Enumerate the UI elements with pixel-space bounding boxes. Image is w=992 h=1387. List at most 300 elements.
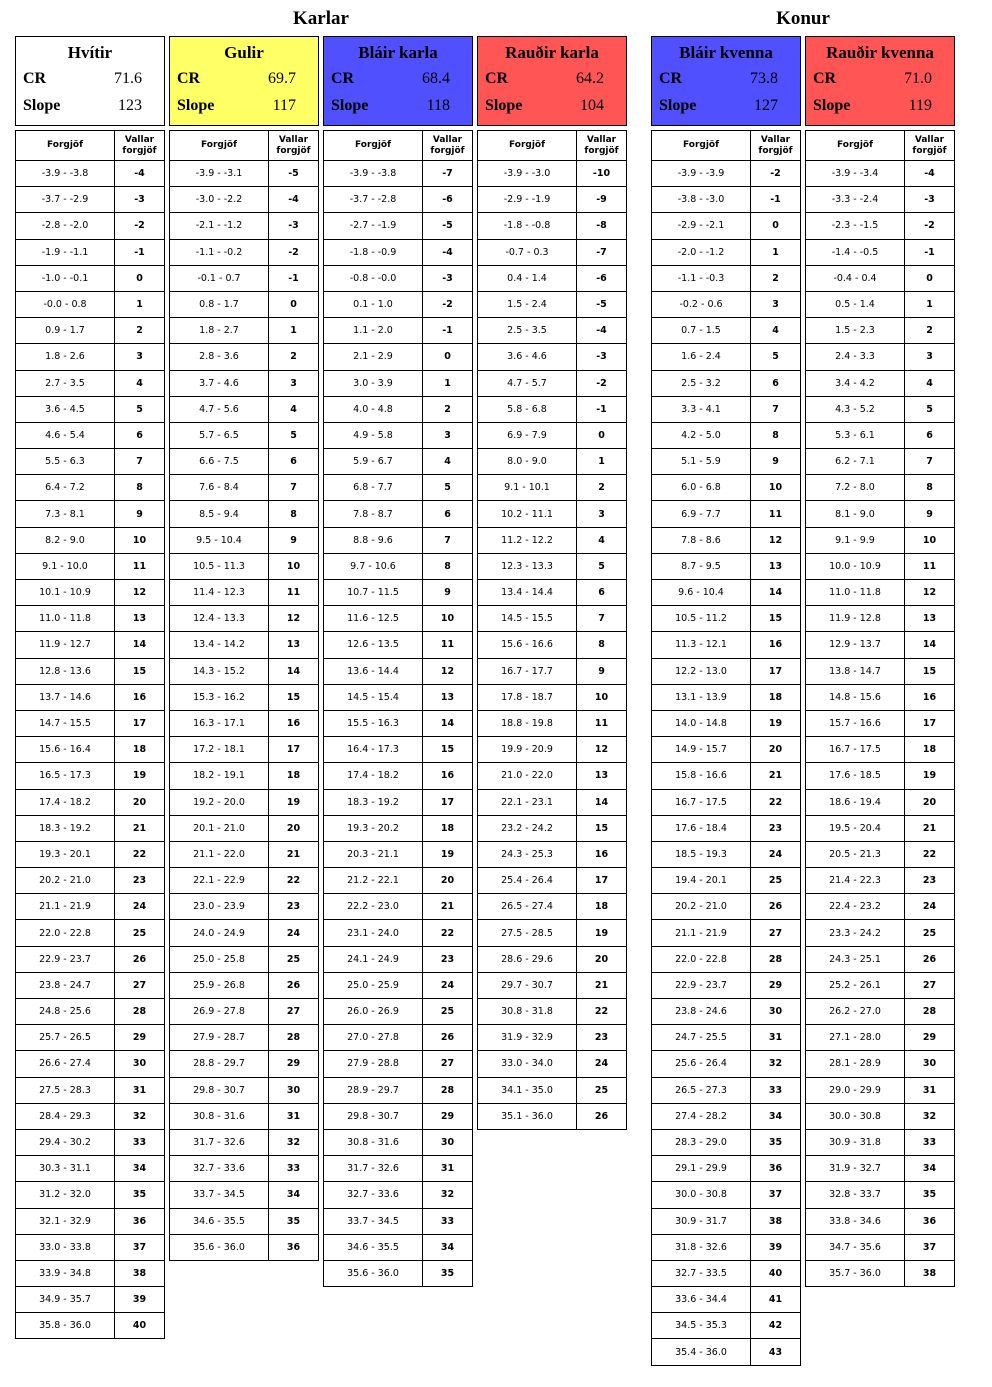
handicap-range: 30.0 - 30.8 xyxy=(806,1103,905,1129)
handicap-range: 26.9 - 27.8 xyxy=(170,999,269,1025)
table-row xyxy=(170,422,319,448)
course-handicap: 20 xyxy=(115,789,165,815)
course-handicap: 24 xyxy=(423,972,473,998)
table-row xyxy=(806,396,955,422)
table-row xyxy=(324,684,473,710)
handicap-range: 17.4 - 18.2 xyxy=(324,763,423,789)
handicap-range: 24.1 - 24.9 xyxy=(324,946,423,972)
handicap-range: 10.1 - 10.9 xyxy=(16,580,115,606)
table-row xyxy=(170,632,319,658)
course-handicap: -6 xyxy=(577,265,627,291)
table-row xyxy=(170,710,319,736)
course-handicap: 19 xyxy=(751,710,801,736)
course-handicap: 43 xyxy=(751,1339,801,1365)
handicap-range: 33.6 - 34.4 xyxy=(652,1287,751,1313)
cr-label: CR xyxy=(177,69,201,87)
course-handicap: 20 xyxy=(905,789,955,815)
course-handicap: -5 xyxy=(269,161,319,187)
handicap-range: 11.9 - 12.8 xyxy=(806,606,905,632)
table-row xyxy=(478,789,627,815)
table-row xyxy=(478,946,627,972)
course-handicap: 20 xyxy=(577,946,627,972)
handicap-range: 3.4 - 4.2 xyxy=(806,370,905,396)
course-handicap: 2 xyxy=(115,318,165,344)
handicap-range: -1.8 - -0.9 xyxy=(324,239,423,265)
course-handicap: -2 xyxy=(577,370,627,396)
handicap-range: 14.7 - 15.5 xyxy=(16,710,115,736)
course-handicap: 40 xyxy=(751,1260,801,1286)
course-handicap: 33 xyxy=(423,1208,473,1234)
course-handicap: 18 xyxy=(905,737,955,763)
course-handicap: 6 xyxy=(751,370,801,396)
table-row xyxy=(324,710,473,736)
handicap-range: 27.5 - 28.3 xyxy=(16,1077,115,1103)
cr-row xyxy=(478,65,626,92)
course-handicap: -3 xyxy=(423,265,473,291)
handicap-range: -3.9 - -3.1 xyxy=(170,161,269,187)
table-row xyxy=(478,161,627,187)
handicap-range: 25.9 - 26.8 xyxy=(170,972,269,998)
course-handicap: 26 xyxy=(269,972,319,998)
table-row xyxy=(652,606,801,632)
slope-value: 119 xyxy=(908,96,932,114)
table-row xyxy=(170,894,319,920)
table-row xyxy=(16,606,165,632)
handicap-table xyxy=(169,130,319,1261)
handicap-range: -0.8 - -0.0 xyxy=(324,265,423,291)
table-row xyxy=(652,946,801,972)
handicap-range: 4.2 - 5.0 xyxy=(652,422,751,448)
slope-value: 104 xyxy=(580,96,604,114)
course-handicap: 0 xyxy=(269,291,319,317)
handicap-range: -1.1 - -0.3 xyxy=(652,265,751,291)
handicap-range: 21.4 - 22.3 xyxy=(806,868,905,894)
handicap-range: 34.7 - 35.6 xyxy=(806,1234,905,1260)
handicap-range: -2.9 - -2.1 xyxy=(652,213,751,239)
course-handicap: -1 xyxy=(577,396,627,422)
tee-column-blair-karla xyxy=(323,36,473,1287)
handicap-range: -3.8 - -3.0 xyxy=(652,187,751,213)
table-row xyxy=(478,972,627,998)
course-handicap: 41 xyxy=(751,1287,801,1313)
table-row xyxy=(652,763,801,789)
table-row xyxy=(806,1103,955,1129)
handicap-range: 35.6 - 36.0 xyxy=(170,1234,269,1260)
handicap-range: 21.1 - 22.0 xyxy=(170,841,269,867)
table-row xyxy=(16,763,165,789)
slope-label: Slope xyxy=(177,96,215,114)
table-row xyxy=(170,789,319,815)
course-handicap: 32 xyxy=(905,1103,955,1129)
table-row xyxy=(16,501,165,527)
table-row xyxy=(652,396,801,422)
handicap-range: -2.1 - -1.2 xyxy=(170,213,269,239)
table-row xyxy=(478,265,627,291)
handicap-range: 14.0 - 14.8 xyxy=(652,710,751,736)
handicap-range: 33.7 - 34.5 xyxy=(170,1182,269,1208)
table-row xyxy=(324,370,473,396)
course-handicap: 13 xyxy=(269,632,319,658)
course-handicap: 1 xyxy=(115,291,165,317)
course-handicap: 18 xyxy=(115,737,165,763)
course-handicap: 8 xyxy=(115,475,165,501)
handicap-range: 12.2 - 13.0 xyxy=(652,658,751,684)
table-row xyxy=(806,1234,955,1260)
handicap-range: 1.5 - 2.4 xyxy=(478,291,577,317)
handicap-range: 25.0 - 25.8 xyxy=(170,946,269,972)
table-row xyxy=(324,213,473,239)
cr-row xyxy=(324,65,472,92)
table-row xyxy=(170,1208,319,1234)
course-handicap: 12 xyxy=(423,658,473,684)
handicap-range: 19.2 - 20.0 xyxy=(170,789,269,815)
handicap-range: 5.5 - 6.3 xyxy=(16,449,115,475)
handicap-range: 10.5 - 11.3 xyxy=(170,553,269,579)
handicap-range: 29.7 - 30.7 xyxy=(478,972,577,998)
handicap-range: 34.9 - 35.7 xyxy=(16,1287,115,1313)
table-row xyxy=(806,684,955,710)
table-row xyxy=(170,1077,319,1103)
handicap-range: 29.8 - 30.7 xyxy=(324,1103,423,1129)
handicap-range: 4.7 - 5.6 xyxy=(170,396,269,422)
course-handicap: 29 xyxy=(905,1025,955,1051)
handicap-range: 2.5 - 3.2 xyxy=(652,370,751,396)
table-row xyxy=(652,1051,801,1077)
tee-name: Gulir xyxy=(224,43,264,62)
handicap-range: 18.5 - 19.3 xyxy=(652,841,751,867)
table-row xyxy=(806,318,955,344)
course-handicap: 29 xyxy=(269,1051,319,1077)
tee-header xyxy=(169,36,319,126)
course-handicap: 8 xyxy=(751,422,801,448)
handicap-range: 35.4 - 36.0 xyxy=(652,1339,751,1365)
table-row xyxy=(324,318,473,344)
slope-label: Slope xyxy=(331,96,369,114)
handicap-range: 24.3 - 25.3 xyxy=(478,841,577,867)
handicap-range: -3.9 - -3.8 xyxy=(324,161,423,187)
table-row xyxy=(324,789,473,815)
course-handicap: 31 xyxy=(115,1077,165,1103)
handicap-range: 3.3 - 4.1 xyxy=(652,396,751,422)
handicap-range: 23.1 - 24.0 xyxy=(324,920,423,946)
course-handicap: 12 xyxy=(751,527,801,553)
handicap-range: -2.0 - -1.2 xyxy=(652,239,751,265)
course-handicap: 26 xyxy=(115,946,165,972)
handicap-range: 18.8 - 19.8 xyxy=(478,710,577,736)
course-handicap: 28 xyxy=(751,946,801,972)
handicap-range: 2.5 - 3.5 xyxy=(478,318,577,344)
table-row xyxy=(806,1129,955,1155)
handicap-range: 7.2 - 8.0 xyxy=(806,475,905,501)
handicap-range: 1.8 - 2.6 xyxy=(16,344,115,370)
course-handicap: 5 xyxy=(751,344,801,370)
handicap-range: -0.7 - 0.3 xyxy=(478,239,577,265)
handicap-range: 0.8 - 1.7 xyxy=(170,291,269,317)
course-handicap: 19 xyxy=(577,920,627,946)
table-row xyxy=(16,1313,165,1339)
table-row xyxy=(324,422,473,448)
handicap-range: 35.6 - 36.0 xyxy=(324,1260,423,1286)
handicap-range: 34.1 - 35.0 xyxy=(478,1077,577,1103)
handicap-table xyxy=(477,130,627,1130)
header-handicap: Forgjöf xyxy=(806,131,905,161)
course-handicap: 16 xyxy=(115,684,165,710)
handicap-range: 1.8 - 2.7 xyxy=(170,318,269,344)
handicap-range: 16.3 - 17.1 xyxy=(170,710,269,736)
course-handicap: 36 xyxy=(905,1208,955,1234)
table-row xyxy=(478,501,627,527)
course-handicap: 11 xyxy=(115,553,165,579)
table-row xyxy=(478,632,627,658)
table-row xyxy=(652,920,801,946)
table-row xyxy=(652,344,801,370)
handicap-range: 20.5 - 21.3 xyxy=(806,841,905,867)
table-row xyxy=(324,946,473,972)
handicap-range: 20.3 - 21.1 xyxy=(324,841,423,867)
course-handicap: -1 xyxy=(751,187,801,213)
handicap-range: 12.9 - 13.7 xyxy=(806,632,905,658)
handicap-range: 7.8 - 8.6 xyxy=(652,527,751,553)
course-handicap: 10 xyxy=(577,684,627,710)
table-row xyxy=(324,658,473,684)
handicap-range: 2.8 - 3.6 xyxy=(170,344,269,370)
course-handicap: 1 xyxy=(577,449,627,475)
handicap-range: 30.8 - 31.6 xyxy=(170,1103,269,1129)
handicap-table xyxy=(805,130,955,1287)
cr-value: 73.8 xyxy=(750,69,778,87)
handicap-range: 10.5 - 11.2 xyxy=(652,606,751,632)
course-handicap: 35 xyxy=(905,1182,955,1208)
course-handicap: -5 xyxy=(423,213,473,239)
course-handicap: 22 xyxy=(115,841,165,867)
table-row xyxy=(170,344,319,370)
course-handicap: 22 xyxy=(423,920,473,946)
course-handicap: 3 xyxy=(577,501,627,527)
slope-value: 117 xyxy=(272,96,296,114)
table-row xyxy=(16,841,165,867)
course-handicap: 15 xyxy=(269,684,319,710)
course-handicap: 23 xyxy=(905,868,955,894)
handicap-range: -3.9 - -3.8 xyxy=(16,161,115,187)
course-handicap: 17 xyxy=(905,710,955,736)
table-row xyxy=(652,501,801,527)
table-row xyxy=(170,606,319,632)
course-handicap: 33 xyxy=(269,1156,319,1182)
table-row xyxy=(652,815,801,841)
tee-name: Bláir karla xyxy=(358,43,438,62)
course-handicap: 37 xyxy=(751,1182,801,1208)
course-handicap: 1 xyxy=(905,291,955,317)
course-handicap: 0 xyxy=(423,344,473,370)
course-handicap: -1 xyxy=(269,265,319,291)
course-handicap: 31 xyxy=(905,1077,955,1103)
course-handicap: 25 xyxy=(905,920,955,946)
course-handicap: 25 xyxy=(577,1077,627,1103)
table-row xyxy=(652,710,801,736)
course-handicap: 14 xyxy=(905,632,955,658)
course-handicap: 26 xyxy=(751,894,801,920)
course-handicap: 21 xyxy=(269,841,319,867)
table-row xyxy=(478,894,627,920)
handicap-range: 8.7 - 9.5 xyxy=(652,553,751,579)
course-handicap: 8 xyxy=(577,632,627,658)
handicap-range: 18.3 - 19.2 xyxy=(324,789,423,815)
handicap-range: 35.1 - 36.0 xyxy=(478,1103,577,1129)
course-handicap: 14 xyxy=(577,789,627,815)
course-handicap: 35 xyxy=(115,1182,165,1208)
table-row xyxy=(16,1287,165,1313)
handicap-range: 15.6 - 16.6 xyxy=(478,632,577,658)
handicap-range: 24.8 - 25.6 xyxy=(16,999,115,1025)
table-row xyxy=(170,475,319,501)
course-handicap: 21 xyxy=(905,815,955,841)
course-handicap: -8 xyxy=(577,213,627,239)
table-row xyxy=(170,370,319,396)
table-row xyxy=(324,265,473,291)
table-row xyxy=(478,920,627,946)
course-handicap: 0 xyxy=(577,422,627,448)
handicap-range: 5.7 - 6.5 xyxy=(170,422,269,448)
table-row xyxy=(652,161,801,187)
handicap-range: 23.0 - 23.9 xyxy=(170,894,269,920)
course-handicap: 16 xyxy=(423,763,473,789)
handicap-range: 28.3 - 29.0 xyxy=(652,1129,751,1155)
course-handicap: 10 xyxy=(269,553,319,579)
handicap-range: 27.0 - 27.8 xyxy=(324,1025,423,1051)
table-row xyxy=(652,580,801,606)
course-handicap: 17 xyxy=(577,868,627,894)
table-row xyxy=(170,1156,319,1182)
handicap-range: 22.9 - 23.7 xyxy=(652,972,751,998)
handicap-range: 27.4 - 28.2 xyxy=(652,1103,751,1129)
handicap-range: 4.7 - 5.7 xyxy=(478,370,577,396)
handicap-range: 31.9 - 32.7 xyxy=(806,1156,905,1182)
table-row xyxy=(170,1129,319,1155)
handicap-range: 13.7 - 14.6 xyxy=(16,684,115,710)
course-handicap: 8 xyxy=(423,553,473,579)
table-row xyxy=(806,972,955,998)
course-handicap: -7 xyxy=(423,161,473,187)
course-handicap: 18 xyxy=(423,815,473,841)
handicap-range: 15.7 - 16.6 xyxy=(806,710,905,736)
table-row xyxy=(652,291,801,317)
table-row xyxy=(16,815,165,841)
handicap-range: 34.6 - 35.5 xyxy=(324,1234,423,1260)
handicap-range: 7.3 - 8.1 xyxy=(16,501,115,527)
handicap-range: 13.6 - 14.4 xyxy=(324,658,423,684)
course-handicap: 34 xyxy=(423,1234,473,1260)
handicap-range: 27.1 - 28.0 xyxy=(806,1025,905,1051)
handicap-range: 17.6 - 18.5 xyxy=(806,763,905,789)
handicap-range: 15.8 - 16.6 xyxy=(652,763,751,789)
handicap-range: 2.7 - 3.5 xyxy=(16,370,115,396)
course-handicap: 29 xyxy=(115,1025,165,1051)
handicap-range: 30.3 - 31.1 xyxy=(16,1156,115,1182)
course-handicap: 31 xyxy=(751,1025,801,1051)
table-row xyxy=(16,1156,165,1182)
table-row xyxy=(652,1103,801,1129)
table-row xyxy=(16,1260,165,1286)
handicap-range: 5.1 - 5.9 xyxy=(652,449,751,475)
cr-value: 69.7 xyxy=(268,69,296,87)
table-row xyxy=(478,1051,627,1077)
course-handicap: 24 xyxy=(751,841,801,867)
handicap-range: 13.4 - 14.4 xyxy=(478,580,577,606)
slope-row xyxy=(170,92,318,119)
cr-label: CR xyxy=(813,69,837,87)
handicap-range: -0.0 - 0.8 xyxy=(16,291,115,317)
table-row xyxy=(806,632,955,658)
handicap-range: -3.3 - -2.4 xyxy=(806,187,905,213)
handicap-range: 13.8 - 14.7 xyxy=(806,658,905,684)
tee-column-gulir xyxy=(169,36,319,1261)
course-handicap: 18 xyxy=(751,684,801,710)
table-row xyxy=(324,344,473,370)
table-row xyxy=(478,291,627,317)
course-handicap: 30 xyxy=(423,1129,473,1155)
handicap-range: 21.0 - 22.0 xyxy=(478,763,577,789)
handicap-range: 32.7 - 33.6 xyxy=(324,1182,423,1208)
table-row xyxy=(652,187,801,213)
course-handicap: 20 xyxy=(751,737,801,763)
table-row xyxy=(478,710,627,736)
handicap-range: 2.4 - 3.3 xyxy=(806,344,905,370)
handicap-range: 32.1 - 32.9 xyxy=(16,1208,115,1234)
course-handicap: 5 xyxy=(115,396,165,422)
course-handicap: 19 xyxy=(423,841,473,867)
handicap-range: 16.4 - 17.3 xyxy=(324,737,423,763)
table-row xyxy=(16,449,165,475)
course-handicap: 35 xyxy=(423,1260,473,1286)
table-row xyxy=(170,553,319,579)
header-course-handicap: Vallar forgjöf xyxy=(269,131,319,161)
course-handicap: 42 xyxy=(751,1313,801,1339)
handicap-range: 10.7 - 11.5 xyxy=(324,580,423,606)
table-row xyxy=(652,658,801,684)
handicap-range: 25.6 - 26.4 xyxy=(652,1051,751,1077)
slope-row xyxy=(652,92,800,119)
table-row xyxy=(16,239,165,265)
table-row xyxy=(170,737,319,763)
course-handicap: 26 xyxy=(577,1103,627,1129)
table-row xyxy=(478,737,627,763)
table-row xyxy=(16,999,165,1025)
course-handicap: 6 xyxy=(905,422,955,448)
course-handicap: -2 xyxy=(115,213,165,239)
course-handicap: 34 xyxy=(269,1182,319,1208)
table-row xyxy=(652,1339,801,1365)
table-row xyxy=(806,946,955,972)
cr-value: 71.0 xyxy=(904,69,932,87)
course-handicap: -1 xyxy=(115,239,165,265)
table-row xyxy=(324,527,473,553)
handicap-range: 8.5 - 9.4 xyxy=(170,501,269,527)
course-handicap: 36 xyxy=(269,1234,319,1260)
header-handicap: Forgjöf xyxy=(16,131,115,161)
course-handicap: 12 xyxy=(905,580,955,606)
cr-label: CR xyxy=(485,69,509,87)
handicap-range: 4.6 - 5.4 xyxy=(16,422,115,448)
table-row xyxy=(324,920,473,946)
table-row xyxy=(324,1051,473,1077)
course-handicap: 9 xyxy=(751,449,801,475)
handicap-range: 4.9 - 5.8 xyxy=(324,422,423,448)
cr-value: 64.2 xyxy=(576,69,604,87)
table-row xyxy=(170,501,319,527)
course-handicap: -10 xyxy=(577,161,627,187)
table-row xyxy=(170,161,319,187)
course-handicap: 24 xyxy=(269,920,319,946)
